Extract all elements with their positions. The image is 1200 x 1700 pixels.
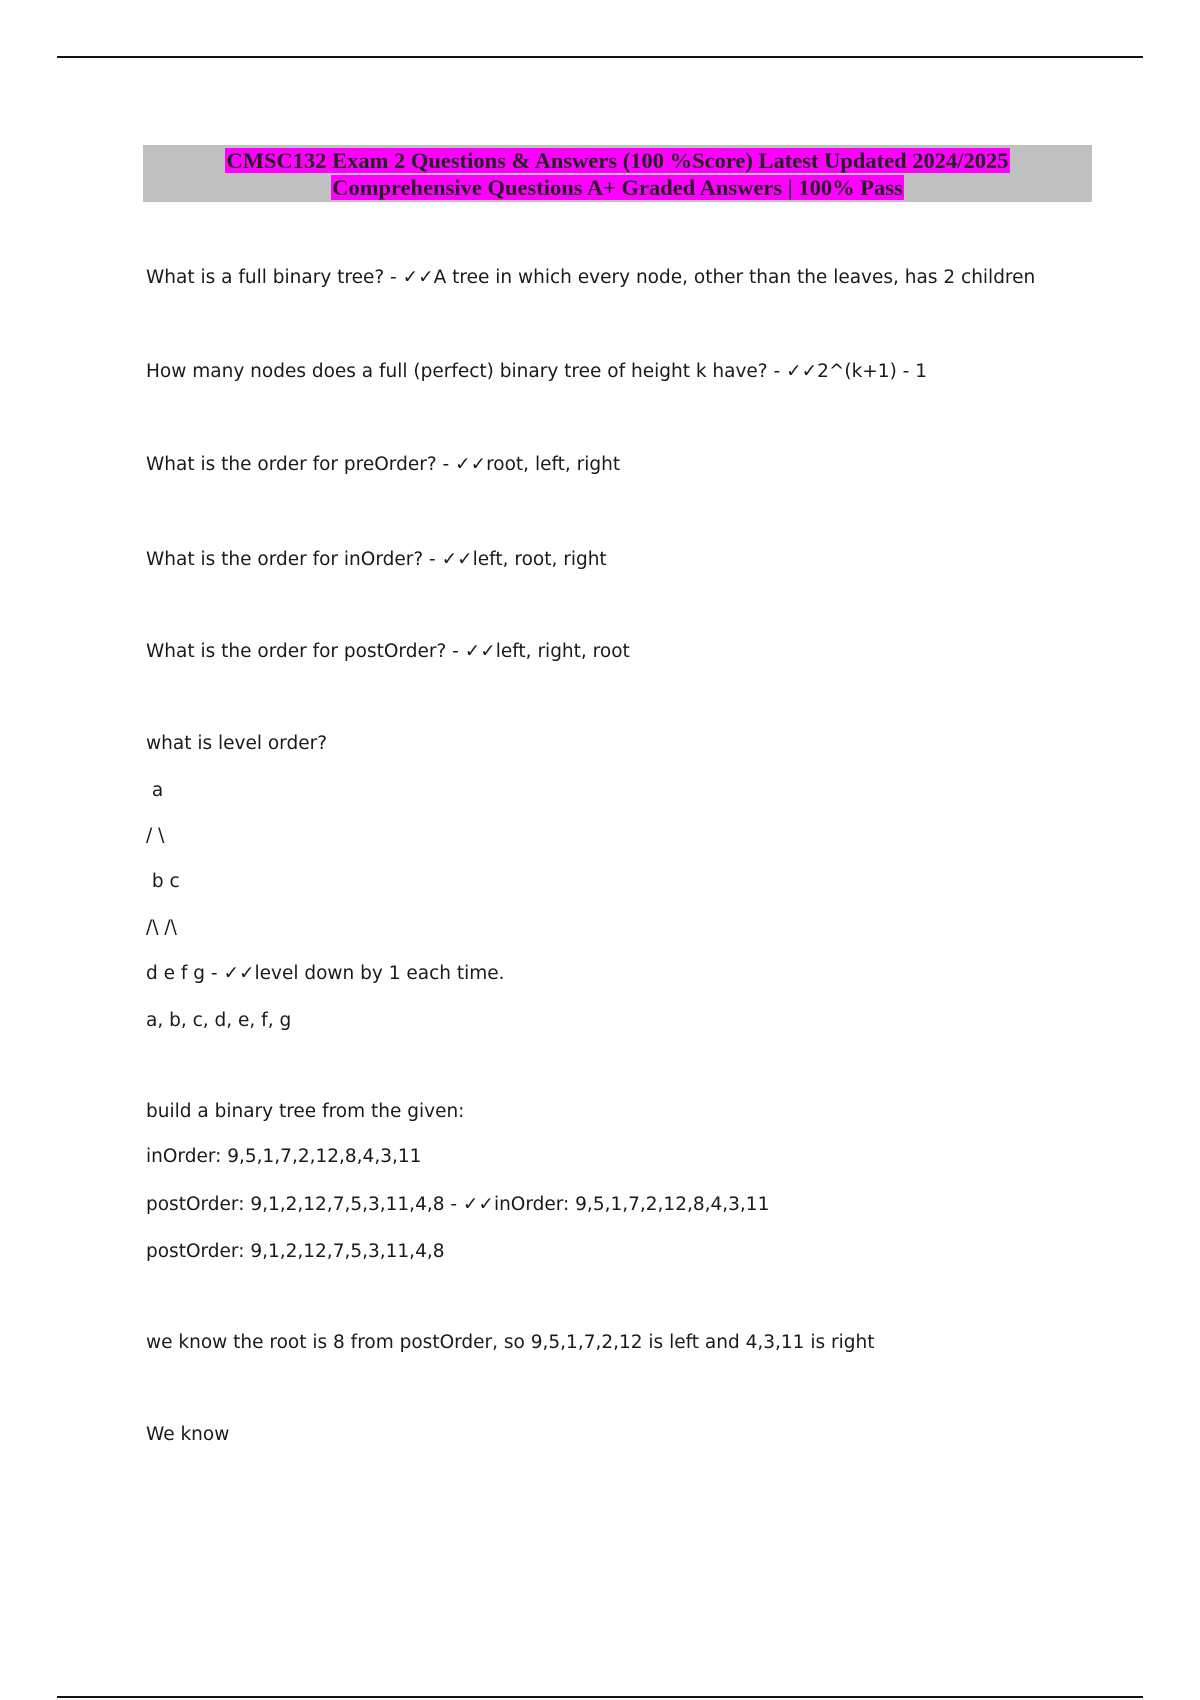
answer-text: left, root, right	[472, 549, 607, 570]
double-check-icon: ✓✓	[786, 361, 818, 382]
tree-line-root: a	[146, 780, 164, 801]
level-order-question: what is level order?	[146, 733, 328, 754]
answer-text: 2^(k+1) - 1	[817, 361, 927, 382]
double-check-icon: ✓✓	[441, 549, 473, 570]
bottom-rule	[57, 1696, 1143, 1698]
build-tree-explanation: we know the root is 8 from postOrder, so 9,5,1,7,2,12 is left and 4,3,11 is right	[146, 1332, 875, 1353]
question-text: What is a full binary tree? -	[146, 267, 403, 288]
answer-text: left, right, root	[495, 641, 630, 662]
double-check-icon: ✓✓	[402, 267, 434, 288]
title-line-1: CMSC132 Exam 2 Questions & Answers (100 %Score) Latest Updated 2024/2025	[226, 148, 1009, 173]
level-order-answer	[146, 962, 505, 986]
build-tree-answer-postorder: postOrder: 9,1,2,12,7,5,3,11,4,8	[146, 1241, 445, 1262]
answer-text: A tree in which every node, other than the leaves, has 2 children	[433, 267, 1036, 288]
answer-text: root, left, right	[486, 454, 621, 475]
qa-item-perfect-tree-nodes	[146, 360, 927, 384]
build-tree-we-know: We know	[146, 1424, 230, 1445]
qa-item-full-binary-tree	[146, 266, 1035, 290]
answer-inorder: inOrder: 9,5,1,7,2,12,8,4,3,11	[493, 1194, 770, 1215]
question-text: How many nodes does a full (perfect) binary tree of height k have? -	[146, 361, 787, 382]
double-check-icon: ✓✓	[462, 1194, 494, 1215]
postorder-question: postOrder: 9,1,2,12,7,5,3,11,4,8 -	[146, 1194, 463, 1215]
double-check-icon: ✓✓	[223, 963, 255, 984]
title-line-2: Comprehensive Questions A+ Graded Answers | 100% Pass	[332, 175, 903, 200]
tree-line-branches-2: /\ /\	[146, 917, 177, 938]
qa-item-preorder	[146, 453, 620, 477]
question-text: What is the order for preOrder? -	[146, 454, 456, 475]
tree-line-branches-1: / \	[146, 825, 165, 846]
tree-line-children: b c	[146, 871, 180, 892]
answer-text: level down by 1 each time.	[254, 963, 505, 984]
top-rule	[57, 56, 1143, 58]
double-check-icon: ✓✓	[455, 454, 487, 475]
question-text: What is the order for inOrder? -	[146, 549, 442, 570]
level-order-sequence: a, b, c, d, e, f, g	[146, 1010, 292, 1031]
double-check-icon: ✓✓	[464, 641, 496, 662]
qa-item-postorder	[146, 640, 630, 664]
question-text: What is the order for postOrder? -	[146, 641, 465, 662]
build-tree-inorder: inOrder: 9,5,1,7,2,12,8,4,3,11	[146, 1146, 422, 1167]
document-title	[143, 145, 1092, 202]
leaf-line: d e f g -	[146, 963, 224, 984]
build-tree-question: build a binary tree from the given:	[146, 1101, 465, 1122]
qa-item-inorder	[146, 548, 607, 572]
build-tree-postorder-answer	[146, 1193, 769, 1217]
